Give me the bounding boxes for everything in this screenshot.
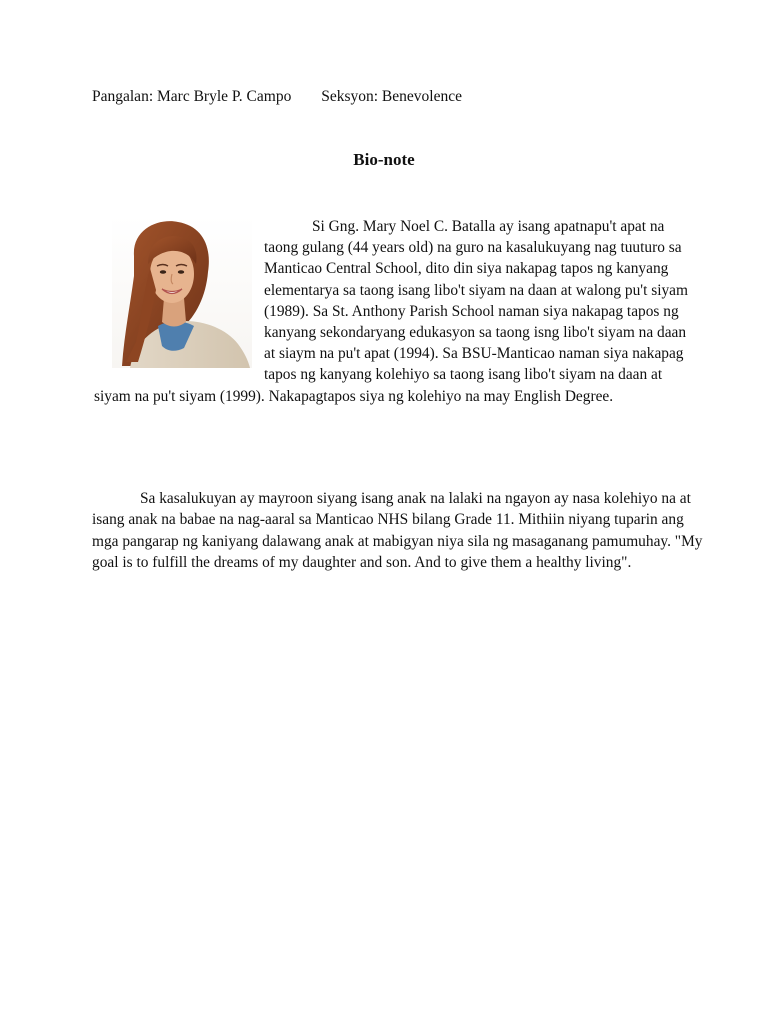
header-line: [92, 88, 462, 106]
photo-wrap-space: [94, 216, 264, 384]
bio-paragraph-2: Sa kasalukuyan ay mayroon siyang isang anak na lalaki na ngayon ay nasa kolehiyo na at isang anak na babae na nag-aaral sa Manticao NHS bilang Grade 11. Mithiin niyang tuparin ang mga pangarap ng kaniyang dalawang anak at mabigyan niya sila ng masaganang pamumuhay. "My goal is to fulfill the dreams of my daughter and son. And to give them a healthy living".: [92, 490, 703, 572]
bio-paragraph-1-text: Si Gng. Mary Noel C. Batalla ay isang apatnapu't apat na taong gulang (44 years old) na guro na kasalukuyang nag tuuturo sa Manticao Central School, dito din siya nakapag tapos ng kanyang elementarya sa taong isang libo't siyam na daan at walong pu't siyam (1989). Sa St. Anthony Parish School naman siya nakapag tapos ng kanyang sekondaryang edukasyon sa taong isng libo't siyam na daan at siaym na pu't apat (1994). Sa BSU-Manticao naman siya nakapag tapos ng kanyang kolehiyo sa taong isang libo't siyam na daan at siyam na pu't siyam (1999). Nakapagtapos siya ng kolehiyo na may English Degree.: [94, 218, 688, 405]
name-label: Pangalan: Marc Bryle P. Campo: [92, 88, 292, 105]
page-title: Bio-note: [353, 150, 415, 169]
section-label: Seksyon: Benevolence: [321, 88, 462, 105]
bio-paragraph-1: [94, 216, 694, 407]
